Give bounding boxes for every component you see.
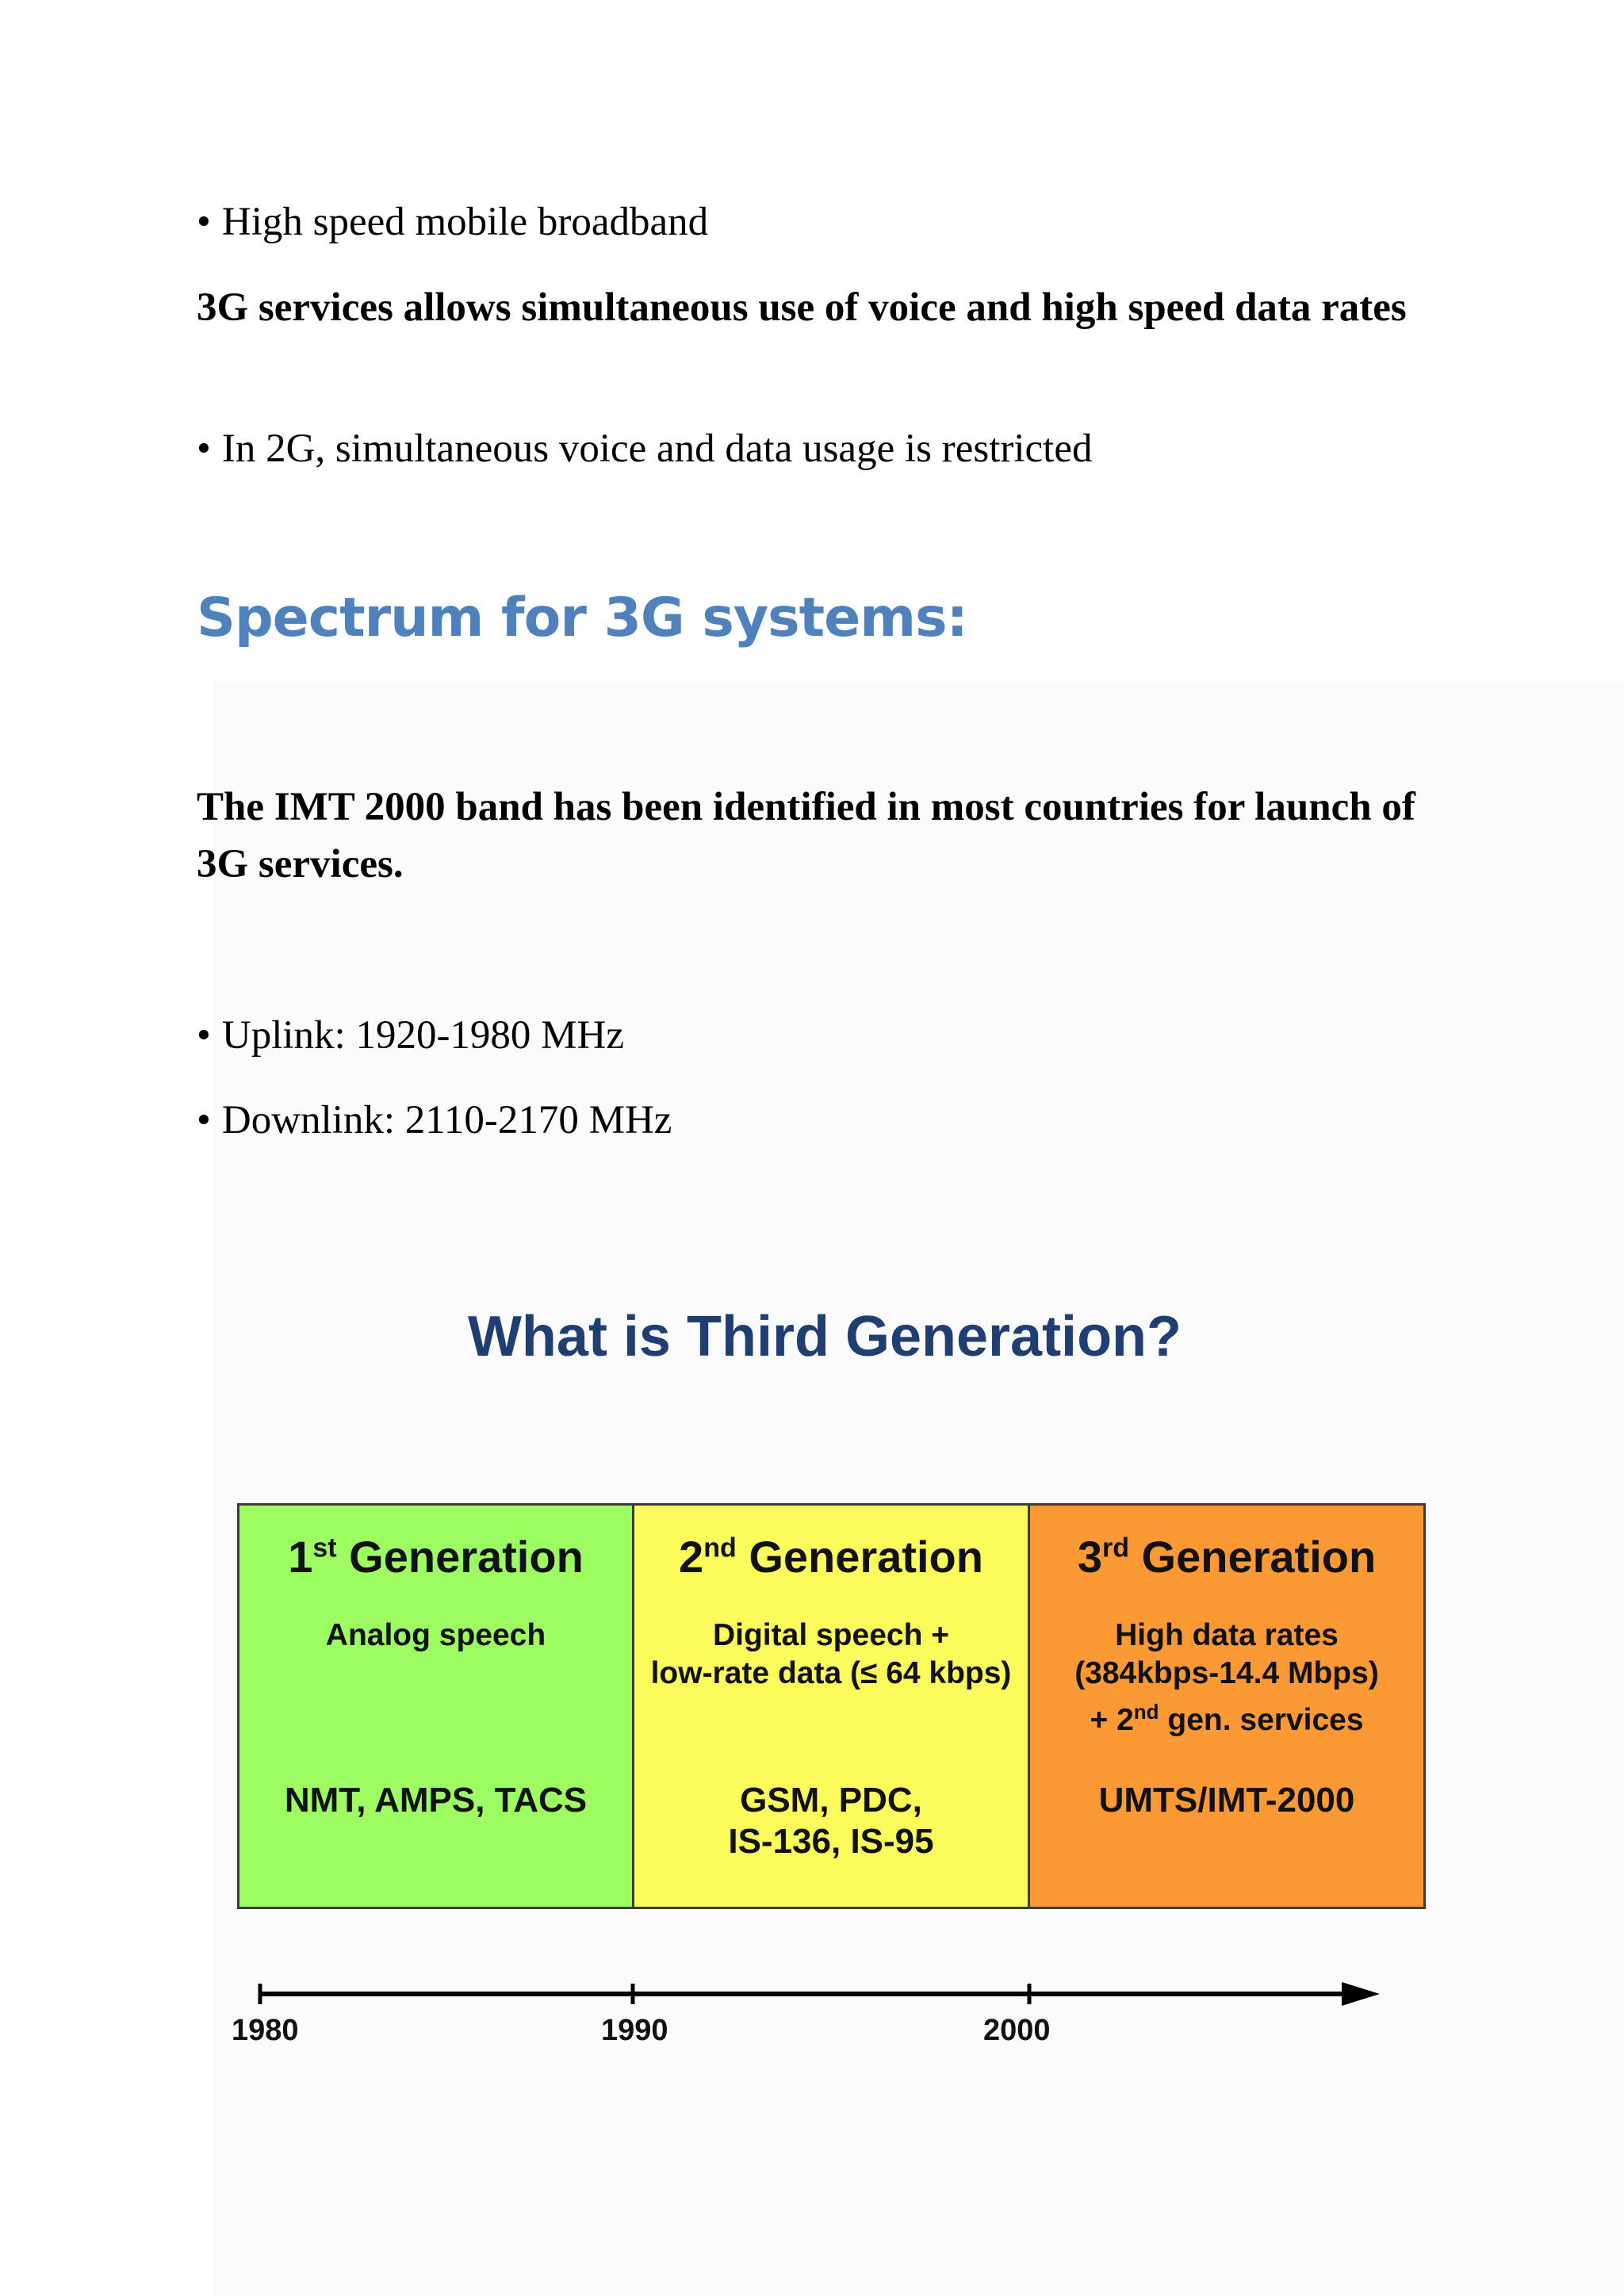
bullet-2g-text: In 2G, simultaneous voice and data usage is restricted	[221, 427, 1093, 471]
systems-line: NMT, AMPS, TACS	[284, 1781, 588, 1820]
generation-number: 1	[288, 1532, 313, 1582]
statement-3g: 3G services allows simultaneous use of voice and high speed data rates	[197, 285, 1407, 330]
statement-imt: The IMT 2000 band has been identified in most countries for launch of 3G services.	[197, 785, 1415, 886]
description-line: (384kbps-14.4 Mbps)	[1074, 1656, 1379, 1690]
description-line	[1030, 1693, 1423, 1739]
description-line: low-rate data (≤ 64 kbps)	[650, 1656, 1012, 1690]
generation-description	[1030, 1617, 1423, 1739]
bullet-mark: •	[197, 200, 211, 244]
bullet-mark: •	[197, 1013, 211, 1058]
generation-description	[634, 1617, 1028, 1693]
bullet-broadband	[197, 193, 1434, 251]
generation-systems	[634, 1780, 1028, 1862]
description-text: gen. services	[1159, 1703, 1364, 1737]
generation-systems	[1030, 1780, 1423, 1821]
generation-number: 2	[679, 1532, 704, 1582]
generation-box-2	[632, 1503, 1030, 1909]
generation-box-1	[237, 1503, 634, 1909]
generation-label: Generation	[749, 1532, 983, 1582]
bullet-downlink-text: Downlink: 2110-2170 MHz	[221, 1098, 672, 1142]
timeline-year: 2000	[983, 2014, 1051, 2047]
generation-box-3	[1028, 1503, 1426, 1909]
bullet-downlink	[197, 1092, 1434, 1149]
generation-ordinal: st	[312, 1533, 337, 1563]
bullet-uplink-text: Uplink: 1920-1980 MHz	[221, 1013, 624, 1058]
description-line: Analog speech	[325, 1618, 546, 1652]
generation-systems	[239, 1780, 632, 1821]
generation-number: 3	[1077, 1532, 1102, 1582]
description-line: High data rates	[1115, 1618, 1339, 1652]
generation-ordinal: rd	[1101, 1533, 1129, 1563]
systems-line: GSM, PDC,	[740, 1781, 922, 1820]
generation-title	[1030, 1531, 1423, 1582]
bullet-broadband-text: High speed mobile broadband	[221, 200, 709, 244]
generation-title	[239, 1531, 632, 1582]
arrow-head-icon	[1342, 1982, 1380, 2006]
bullet-mark: •	[197, 1098, 211, 1142]
figure-background	[214, 682, 1624, 2296]
systems-line: UMTS/IMT-2000	[1098, 1781, 1355, 1820]
timeline-year: 1990	[601, 2014, 668, 2047]
bullet-uplink	[197, 1007, 1434, 1064]
section-heading: Spectrum for 3G systems:	[197, 587, 967, 649]
description-ordinal: nd	[1133, 1700, 1159, 1724]
generation-title	[634, 1531, 1028, 1582]
generation-label: Generation	[349, 1532, 584, 1582]
systems-line: IS-136, IS-95	[728, 1822, 934, 1861]
bullet-2g	[197, 420, 1434, 477]
timeline-arrow	[222, 1974, 1396, 2014]
generation-label: Generation	[1141, 1532, 1377, 1582]
generation-description	[239, 1617, 632, 1655]
description-text: + 2	[1090, 1703, 1134, 1737]
bullet-mark: •	[197, 427, 211, 471]
figure-title: What is Third Generation?	[467, 1305, 1182, 1368]
description-line: Digital speech +	[712, 1618, 950, 1652]
timeline-year: 1980	[232, 2014, 299, 2047]
generation-ordinal: nd	[703, 1533, 737, 1563]
